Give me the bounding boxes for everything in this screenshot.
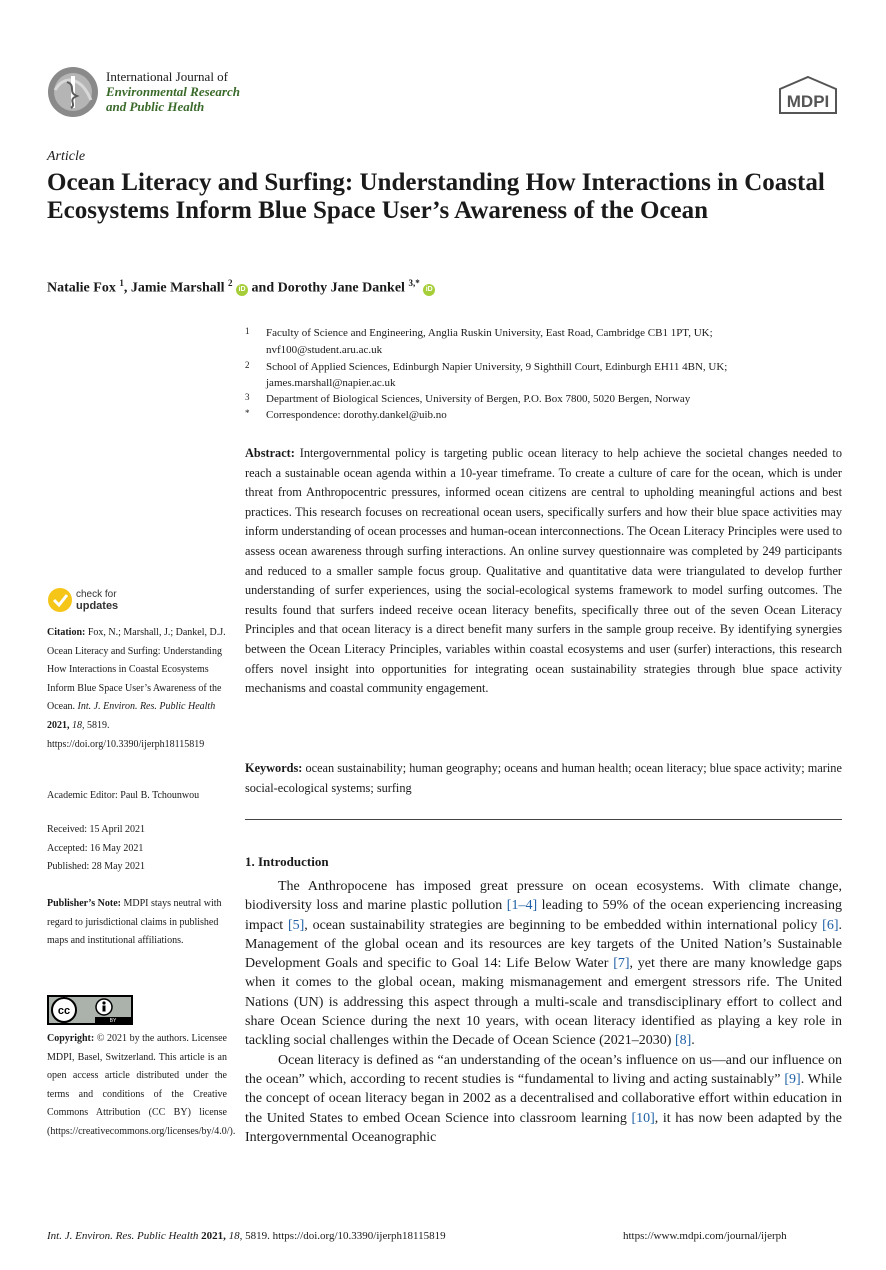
paragraph-text: . Management of the global ocean and its resources are key targets of the United Nation’s Sustainable Development Goals and specific to Goal 14: Life Below Water [245,917,842,972]
paragraph-text: , yet there are many knowledge gaps when it comes to the global ocean, making mismanagement and emergent stressors rife. The United Nations (UN) is addressing this aspect through a multi-scale and transdisciplinary effort to collect and share Ocean Science during the next 10 years, with ocean literacy identified as playing a key role in tackling social challenges within the Decade of Ocean Science (2021–2030) [245,956,842,1049]
check-updates-icon [48,588,72,612]
citation-reference-link[interactable]: [6] [822,917,839,933]
affiliation-text: Faculty of Science and Engineering, Anglia Ruskin University, East Road, Cambridge CB1 1PT, UK; [266,327,713,339]
affiliation-email[interactable]: nvf100@student.aru.ac.uk [266,344,383,356]
affiliation-number: 2 [245,360,250,370]
author-list: Natalie Fox $^1$, Jamie Marshall $^2$ iD and Dorothy Jane Dankel $^{3,*}$ iD [47,278,435,297]
check-updates-line1: check for [76,589,117,600]
orcid-icon[interactable]: iD [423,284,435,296]
citation-reference-link[interactable]: [10] [631,1110,655,1126]
article-type: Article [47,149,86,164]
journal-logo-icon [47,66,99,118]
journal-name-line2: Environmental Research [106,84,240,99]
affiliation-text: Department of Biological Sciences, University of Bergen, P.O. Box 7800, 5020 Bergen, Norway [266,393,691,405]
copyright-label: Copyright: [47,1033,95,1044]
author-affiliation-mark: 2 [228,278,233,288]
citation-block [47,624,227,754]
affiliation-number: * [245,408,250,418]
citation-label: Citation: [47,627,86,638]
abstract [245,444,842,699]
journal-name-line1: International Journal of [106,69,229,84]
correspondence-text[interactable]: Correspondence: dorothy.dankel@uib.no [266,409,447,421]
academic-editor: Academic Editor: Paul B. Tchounwou [47,790,200,801]
affiliation-text: School of Applied Sciences, Edinburgh Napier University, 9 Sighthill Court, Edinburgh EH11 4BN, UK; [266,361,728,373]
publisher-note-label: Publisher’s Note: [47,898,121,909]
publisher-note-text: MDPI stays neutral with regard to jurisdictional claims in published maps and institutional affiliations. [47,898,222,947]
citation-reference-link[interactable]: [1–4] [506,898,538,914]
check-updates-line2: updates [76,600,119,612]
author-name[interactable]: Natalie Fox [47,280,116,296]
footer-doi[interactable]: 5819. https://doi.org/10.3390/ijerph18115819 [245,1230,446,1242]
citation-volume: 18, [72,719,85,731]
introduction-body [245,877,842,1147]
dates-block [47,821,227,877]
abstract-text: Intergovernmental policy is targeting public ocean literacy to help achieve the societal changes needed to reach a sustainable ocean agenda within a 10-year timeframe. To create a culture of care for the ocean, which is under threat from Anthropocentric pressures, informed ocean citizens are central to upholding meaningful actions and best practices. This research focuses on recreational ocean users, specifically surfers and how their blue space activities may inform understanding of ocean processes and human-ocean interconnections. The Ocean Literacy Principles were used to assess ocean awareness through surfing interactions. An online survey questionnaire was completed by 249 participants and reduced to a smaller sample focus group. Qualitative and quantitative data were triangulated to develop further understanding of surfer experiences, using the social-ecological systems framework to model surfing outcomes. The results found that surfers indeed receive ocean literacy benefits, specifically three out of the seven Ocean Literacy Principles and that ocean literacy is a direct benefit many surfers in the sample group receive. By identifying synergies between the Ocean Literacy Principles, variables within coastal ecosystems and user (surfer) interactions, this research offers novel insight into opportunities for integrating ocean sustainability strategies through blue space activity mechanisms and coastal community engagement. [245,446,843,696]
received-date: Received: 15 April 2021 [47,824,146,835]
copyright-text: © 2021 by the authors. Licensee MDPI, Basel, Switzerland. This article is an open access article distributed under the terms and conditions of the Creative Commons Attribution (CC BY) license (https://creativecommons.org/licenses/by/4.0/). [47,1033,236,1137]
article-title: Ocean Literacy and Surfing: Understanding How Interactions in Coastal Ecosystems Inform Blue Space User’s Awareness of the Ocean [47,169,825,224]
footer-citation [47,1230,446,1242]
affiliation-number: 3 [245,392,250,402]
paragraph-text: leading to 59% of the ocean experiencing increasing impact [245,898,842,933]
footer-volume: 18, [228,1230,243,1242]
paragraph [245,1051,842,1147]
journal-name [106,69,240,114]
abstract-label: Abstract: [245,446,295,460]
accepted-date: Accepted: 16 May 2021 [47,842,144,854]
published-date: Published: 28 May 2021 [47,861,146,873]
paragraph-text: , ocean sustainability strategies are beginning to be embedded within international policy [304,917,823,933]
keywords [245,759,842,798]
mdpi-logo-icon [776,75,840,117]
affiliation-email[interactable]: james.marshall@napier.ac.uk [266,377,396,389]
citation-reference-link[interactable]: [7] [613,956,630,972]
paragraph-text: . [691,1033,695,1049]
citation-reference-link[interactable]: [9] [784,1071,801,1087]
keywords-text: ocean sustainability; human geography; oceans and human health; ocean literacy; blue space activity; marine social-ecological systems; surfing [245,761,842,795]
author-affiliation-mark: 1 [119,278,124,288]
orcid-icon[interactable]: iD [236,284,248,296]
svg-text:cc: cc [57,1005,71,1017]
footer-journal: Int. J. Environ. Res. Public Health [47,1230,199,1242]
footer-year: 2021, [201,1230,226,1242]
affiliation-number: 1 [245,326,250,336]
paragraph-text: . While the concept of ocean literacy began in 2002 as a decentralised and collaborative effort within education in the United States to embed Ocean Science into classroom learning [245,1071,842,1126]
cc-by-license-icon[interactable] [47,995,133,1025]
citation-doi[interactable]: 5819. https://doi.org/10.3390/ijerph18115819 [47,719,205,750]
author-name[interactable]: Dorothy Jane Dankel [277,280,405,296]
author-affiliation-mark: 3,* [408,278,420,288]
paragraph-text: Ocean literacy is defined as “an understanding of the ocean’s influence on us—and our influence on the ocean” which, according to recent studies is “fundamental to living and acting sustainably” [245,1052,842,1087]
citation-reference-link[interactable]: [5] [287,917,305,933]
journal-name-line3: and Public Health [106,99,205,114]
copyright-notice [47,1030,236,1142]
citation-journal: Int. J. Environ. Res. Public Health [77,701,216,713]
citation-reference-link[interactable]: [8] [674,1033,692,1049]
citation-text: Fox, N.; Marshall, J.; Dankel, D.J. Ocean Literacy and Surfing: Understanding How Interactions in Coastal Ecosystems Inform Blue Space User’s Awareness of the Ocean. [47,627,226,713]
cc-by-label: BY [109,1018,117,1024]
keywords-label: Keywords: [245,761,303,775]
author-name[interactable]: Jamie Marshall [130,280,225,296]
check-for-updates-badge[interactable] [47,586,157,616]
publisher-note [47,895,227,951]
mdpi-logo-text: MDPI [786,92,830,111]
paragraph-text: The Anthropocene has imposed great pressure on ocean ecosystems. With climate change, biodiversity loss and marine plastic pollution [245,879,842,914]
citation-year: 2021, [47,719,70,731]
paragraph [245,877,842,1051]
footer-journal-url[interactable]: https://www.mdpi.com/journal/ijerph [623,1230,787,1242]
section-heading: 1. Introduction [245,854,329,869]
section-divider [245,819,842,820]
paragraph-text: , it has now been adapted by the Intergovernmental Oceanographic [245,1110,842,1145]
